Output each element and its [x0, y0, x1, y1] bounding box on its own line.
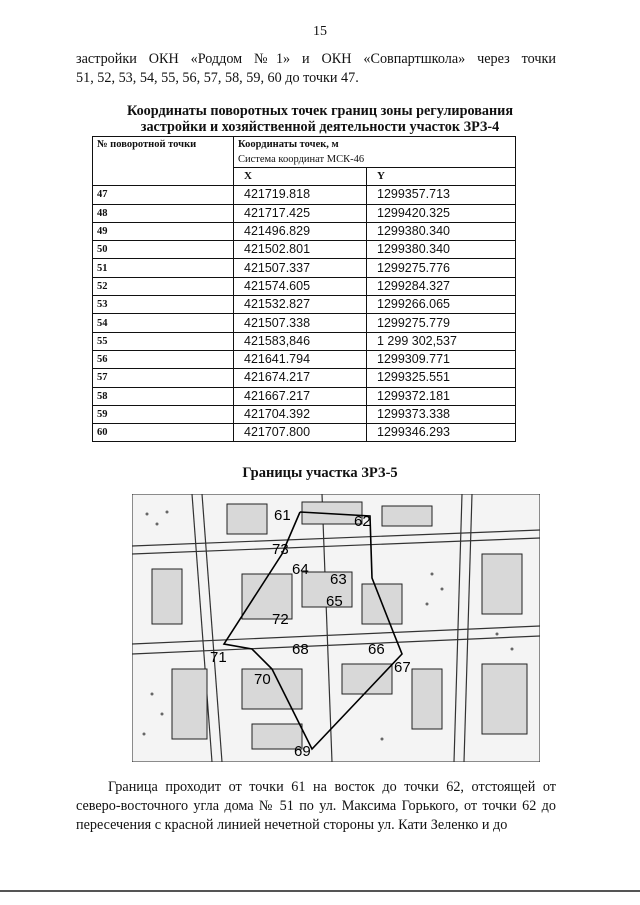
- y-coordinate-cell: 1299266.065: [367, 296, 516, 314]
- y-coordinate-cell: 1299380.340: [367, 241, 516, 259]
- map-label-62: 62: [354, 513, 371, 530]
- table-row: [93, 405, 516, 423]
- map-label-66: 66: [368, 641, 385, 658]
- table-row: [93, 369, 516, 387]
- y-coordinate-cell: 1 299 302,537: [367, 332, 516, 350]
- intro-paragraph: [76, 50, 556, 88]
- point-number-cell: 55: [93, 332, 234, 350]
- point-number-cell: 49: [93, 222, 234, 240]
- point-number-cell: 47: [93, 186, 234, 204]
- cadastral-map: [132, 494, 540, 762]
- x-coordinate-cell: 421496.829: [234, 222, 367, 240]
- y-coordinate-cell: 1299284.327: [367, 277, 516, 295]
- table-row: [93, 332, 516, 350]
- intro-line-2: 51, 52, 53, 54, 55, 56, 57, 58, 59, 60 до точки 47.: [76, 70, 359, 86]
- x-coordinate-cell: 421717.425: [234, 204, 367, 222]
- point-number-cell: 54: [93, 314, 234, 332]
- point-number-cell: 58: [93, 387, 234, 405]
- point-number-cell: 56: [93, 350, 234, 368]
- x-coordinate-cell: 421667.217: [234, 387, 367, 405]
- x-coordinate-cell: 421674.217: [234, 369, 367, 387]
- x-coordinate-cell: 421507.338: [234, 314, 367, 332]
- table-row: [93, 387, 516, 405]
- point-number-cell: 59: [93, 405, 234, 423]
- y-coordinate-cell: 1299346.293: [367, 424, 516, 442]
- table-title-line-2: застройки и хозяйственной деятельности участок ЗРЗ-4: [140, 119, 500, 135]
- y-coordinate-cell: 1299275.776: [367, 259, 516, 277]
- table-row: [93, 186, 516, 204]
- y-coordinate-cell: 1299309.771: [367, 350, 516, 368]
- header-coords-system: Система координат МСК-46: [238, 154, 365, 165]
- closing-paragraph: Граница проходит от точки 61 на восток до точки 62, отстоящей от северо-восточного угла дома № 51 по ул. Максима Горького, от точки 62 до пересечения с красной линией нечетной стороны ул. Кати Зеленко и до: [76, 779, 556, 833]
- map-label-73: 73: [272, 541, 289, 558]
- table-title-line-1: Координаты поворотных точек границ зоны регулирования: [127, 103, 513, 119]
- map-label-63: 63: [330, 571, 347, 588]
- y-coordinate-cell: 1299372.181: [367, 387, 516, 405]
- header-coordinates: [234, 137, 516, 168]
- table-row: [93, 241, 516, 259]
- map-label-64: 64: [292, 561, 309, 578]
- map-label-71: 71: [210, 649, 227, 666]
- table-row: [93, 350, 516, 368]
- x-coordinate-cell: 421502.801: [234, 241, 367, 259]
- y-coordinate-cell: 1299373.338: [367, 405, 516, 423]
- x-coordinate-cell: 421641.794: [234, 350, 367, 368]
- table-row: [93, 222, 516, 240]
- coordinates-table: [92, 136, 516, 442]
- y-coordinate-cell: 1299275.779: [367, 314, 516, 332]
- table-row: [93, 277, 516, 295]
- x-coordinate-cell: 421532.827: [234, 296, 367, 314]
- point-number-cell: 51: [93, 259, 234, 277]
- point-number-cell: 57: [93, 369, 234, 387]
- table-row: [93, 204, 516, 222]
- x-coordinate-cell: 421719.818: [234, 186, 367, 204]
- table-row: [93, 296, 516, 314]
- map-label-65: 65: [326, 593, 343, 610]
- y-coordinate-cell: 1299357.713: [367, 186, 516, 204]
- map-label-68: 68: [292, 641, 309, 658]
- y-coordinate-cell: 1299325.551: [367, 369, 516, 387]
- page-number: 15: [313, 24, 327, 39]
- x-coordinate-cell: 421507.337: [234, 259, 367, 277]
- table-row: [93, 424, 516, 442]
- point-number-cell: 50: [93, 241, 234, 259]
- point-number-cell: 53: [93, 296, 234, 314]
- header-point-number: № поворотной точки: [93, 137, 234, 186]
- x-coordinate-cell: 421704.392: [234, 405, 367, 423]
- header-y: Y: [367, 168, 516, 186]
- header-x: X: [234, 168, 367, 186]
- point-number-cell: 60: [93, 424, 234, 442]
- section-title: Границы участка ЗРЗ-5: [242, 465, 398, 481]
- map-label-67: 67: [394, 659, 411, 676]
- bottom-rule: [0, 890, 640, 892]
- x-coordinate-cell: 421574.605: [234, 277, 367, 295]
- point-number-cell: 48: [93, 204, 234, 222]
- table-title: [90, 103, 550, 135]
- y-coordinate-cell: 1299380.340: [367, 222, 516, 240]
- table-row: [93, 259, 516, 277]
- x-coordinate-cell: 421583,846: [234, 332, 367, 350]
- table-row: [93, 314, 516, 332]
- point-number-cell: 52: [93, 277, 234, 295]
- y-coordinate-cell: 1299420.325: [367, 204, 516, 222]
- x-coordinate-cell: 421707.800: [234, 424, 367, 442]
- map-label-69: 69: [294, 743, 311, 760]
- header-coords-label: Координаты точек, м: [238, 139, 339, 150]
- intro-line-1: застройки ОКН «Роддом №1» и ОКН «Совпартшкола» через точки: [76, 51, 556, 67]
- map-label-72: 72: [272, 611, 289, 628]
- map-label-70: 70: [254, 671, 271, 688]
- map-label-61: 61: [274, 507, 291, 524]
